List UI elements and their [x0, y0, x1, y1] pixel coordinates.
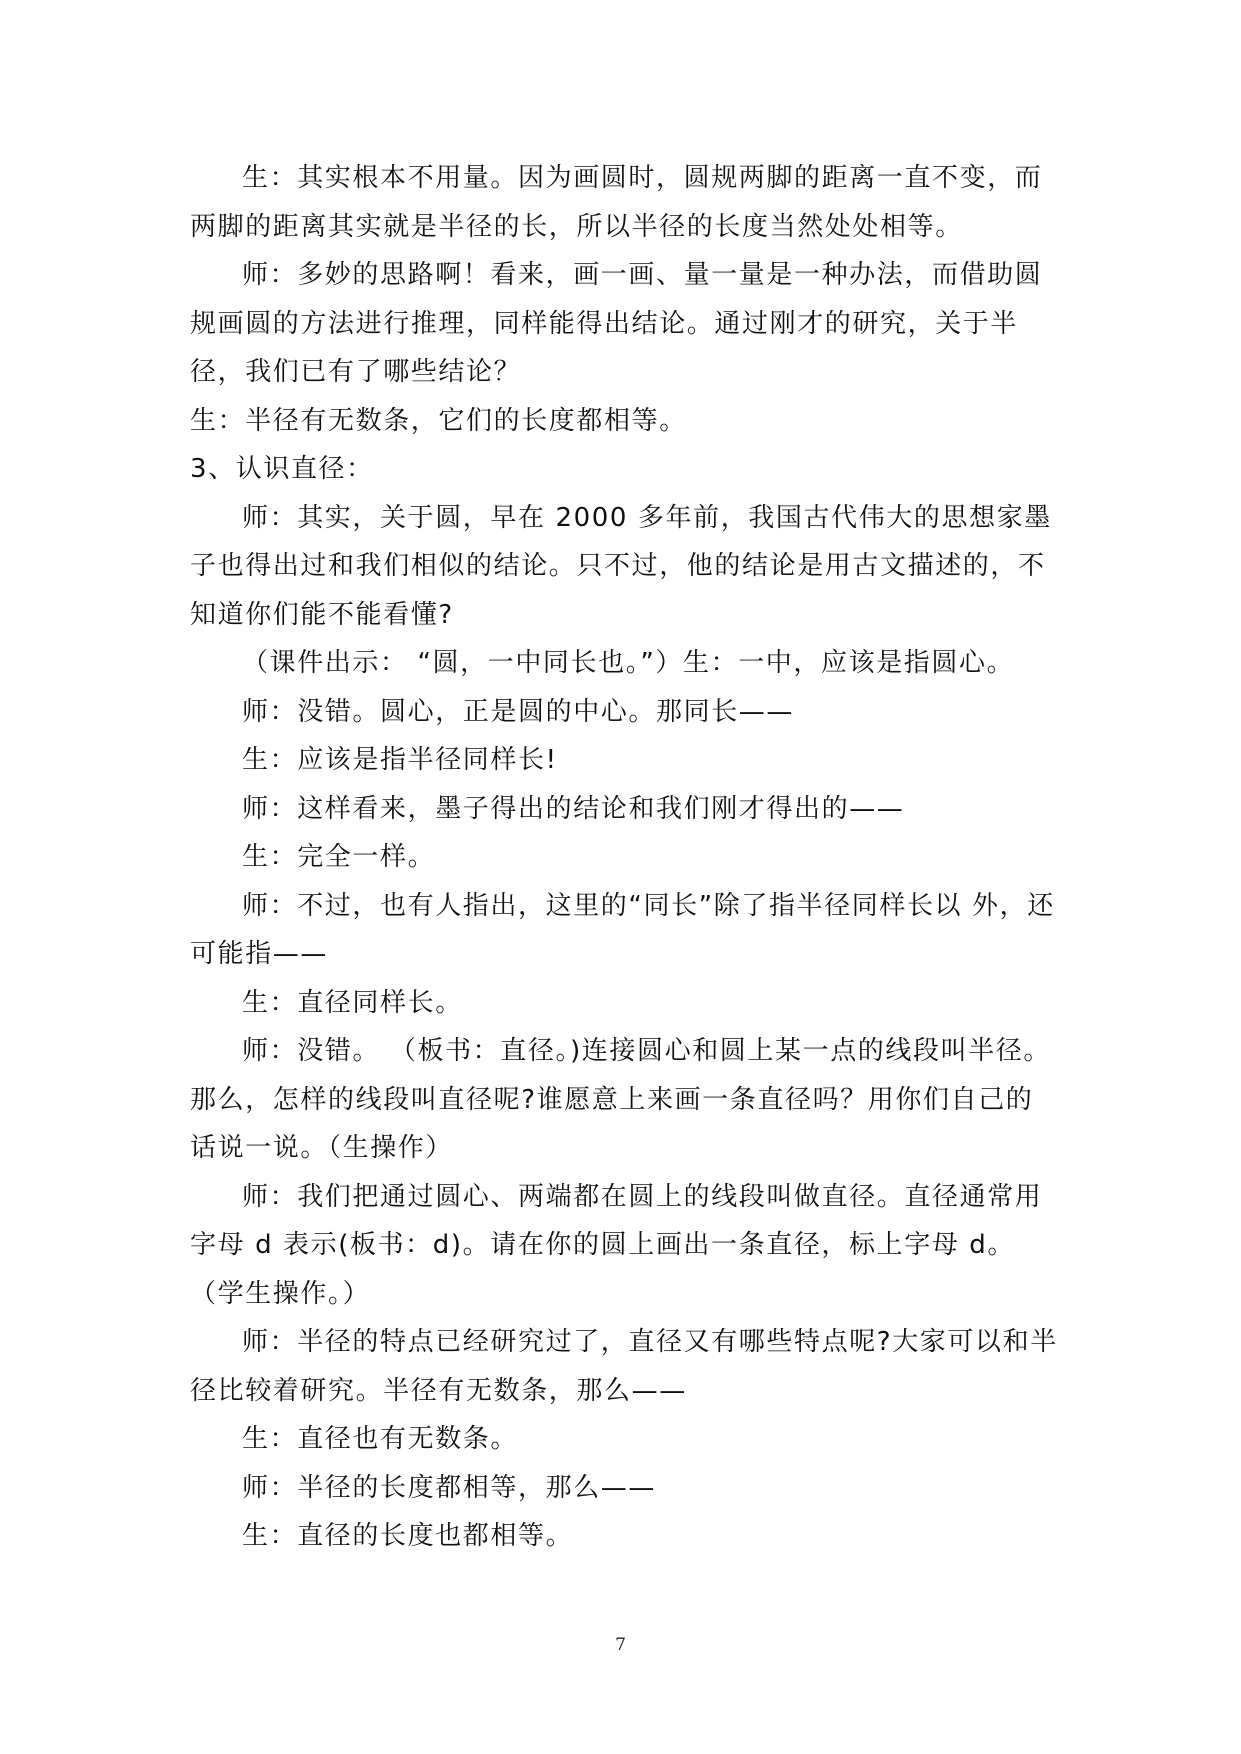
paragraph: 师：没错。圆心，正是圆的中心。那同长—— [242, 696, 795, 727]
body-text [190, 154, 1060, 1561]
paragraph: 师：其实，关于圆，早在 2000 多年前，我国古代伟大的思想家墨子也得出过和我们相似的结论。只不过，他的结论是用古文描述的，不知道你们能不能看懂? [190, 502, 1052, 630]
paragraph: 师：没错。 （板书：直径。)连接圆心和圆上某一点的线段叫半径。那么，怎样的线段叫直径呢?谁愿意上来画一条直径吗？用你们自己的话说一说。（生操作） [190, 1036, 1052, 1163]
paragraph: 生：应该是指半径同样长! [242, 745, 558, 775]
paragraph: （课件出示： “圆，一中同长也。”）生：一中，应该是指圆心。 [242, 648, 1015, 678]
section-heading: 3、认识直径： [190, 454, 374, 484]
paragraph: 师：半径的长度都相等，那么—— [242, 1472, 657, 1503]
paragraph: 生：直径同样长。 [242, 987, 463, 1018]
paragraph: 师：我们把通过圆心、两端都在圆上的线段叫做直径。直径通常用字母 d 表示(板书：d)。请在你的圆上画出一条直径，标上字母 d。 （学生操作。） [190, 1181, 1043, 1309]
paragraph: 师：这样看来，墨子得出的结论和我们刚才得出的—— [242, 793, 905, 824]
paragraph: 生：直径的长度也都相等。 [242, 1521, 574, 1551]
paragraph: 师：不过，也有人指出，这里的“同长”除了指半径同样长以 外，还可能指—— [190, 890, 1055, 969]
paragraph: 生：直径也有无数条。 [242, 1424, 519, 1454]
page-number: 7 [615, 1635, 626, 1655]
paragraph: 生：其实根本不用量。因为画圆时，圆规两脚的距离一直不变，而两脚的距离其实就是半径的长，所以半径的长度当然处处相等。 [190, 163, 1043, 242]
paragraph: 师：半径的特点已经研究过了，直径又有哪些特点呢?大家可以和半径比较着研究。半径有无数条，那么—— [190, 1327, 1058, 1406]
paragraph: 生：半径有无数条，它们的长度都相等。 [190, 405, 687, 436]
paragraph: 生：完全一样。 [242, 842, 436, 872]
paragraph: 师：多妙的思路啊！看来，画一画、量一量是一种办法，而借助圆规画圆的方法进行推理，同样能得出结论。通过刚才的研究，关于半径，我们已有了哪些结论？ [190, 260, 1043, 387]
